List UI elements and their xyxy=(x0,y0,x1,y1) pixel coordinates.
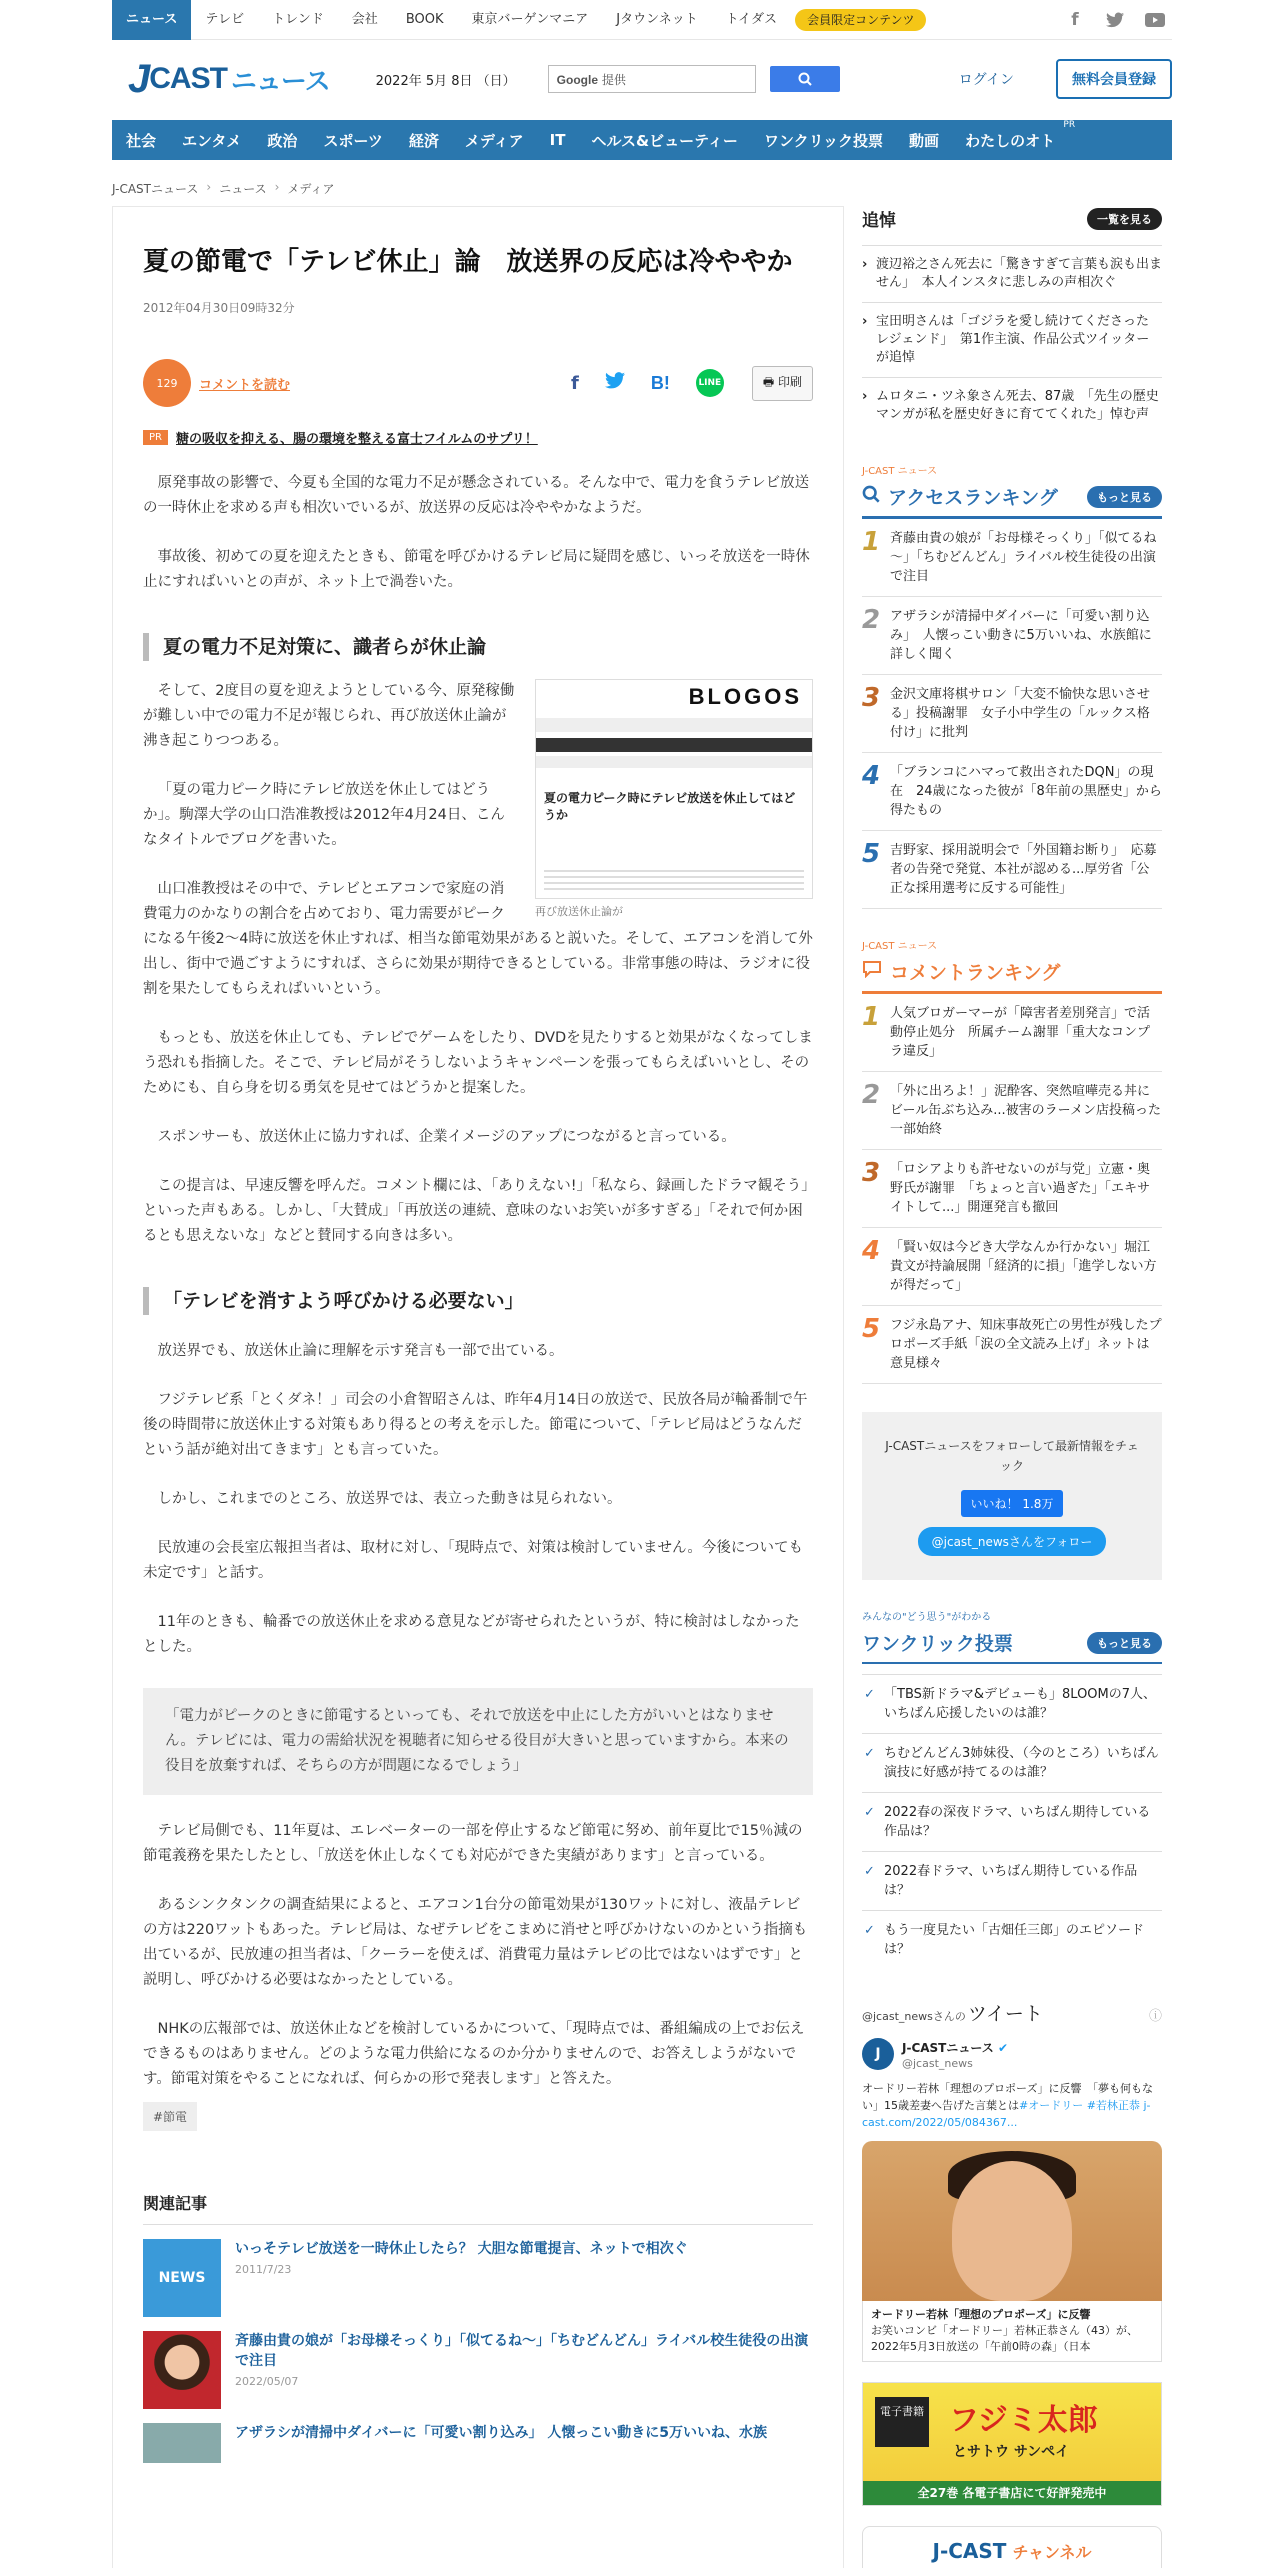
paragraph: もっとも、放送を休止しても、テレビでゲームをしたり、DVDを見たりすると効果がなくなってしまう恐れも指摘した。そこで、テレビ局がそうしないようキャンペーンを張ってもらえばいいとし、そのためにも、自ら身を切る勇気を見せてはどうかと提案した。 xyxy=(143,1030,813,1096)
blogos-screenshot-image[interactable] xyxy=(535,679,813,899)
paragraph: 「夏の電力ピーク時にテレビ放送を休止してはどうか」。駒澤大学の山口浩准教授は2012年4月24日、こんなタイトルでブログを書いた。 xyxy=(143,782,505,848)
cat-health[interactable]: ヘルス&ビューティー xyxy=(591,131,738,150)
cat-sports[interactable]: スポーツ xyxy=(323,131,383,150)
share-buttons xyxy=(571,369,724,397)
verified-icon: ✔ xyxy=(997,2040,1009,2055)
rank-number: 2 xyxy=(862,605,881,635)
ranking-text: 「ロシアよりも許せないのが与党」立憲・奥野氏が謝罪 「ちょっと言い過ぎた」「エキサイトして...」開運発言も撤回 xyxy=(890,1162,1151,1215)
tsui-heading xyxy=(862,206,1162,231)
ranking-item[interactable] xyxy=(862,753,1162,831)
pr-badge: PR xyxy=(143,430,168,445)
related-thumbnail xyxy=(143,2423,221,2463)
pr-link[interactable]: 糖の吸収を抑える、腸の環境を整える富士フイルムのサプリ！ xyxy=(175,432,538,447)
vote-item[interactable]: ✓ 2022春ドラマ、いちばん期待している作品は？ xyxy=(862,1851,1162,1910)
rank-number: 1 xyxy=(862,1002,881,1032)
cat-politics[interactable]: 政治 xyxy=(267,131,298,150)
paragraph: 原発事故の影響で、今夏も全国的な電力不足が懸念されている。そんな中で、電力を食うテレビ放送の一時休止を求める声も相次いでいるが、放送界の反応は冷ややかなようだ。 xyxy=(143,475,810,516)
comment-ranking-heading xyxy=(862,958,1162,994)
ad-title: フジミ太郎 xyxy=(949,2403,1098,2438)
paragraph: 山口准教授はその中で、テレビとエアコンで家庭の消費電力のかなりの割合を占めており、電力需要がピークになる午後2～4時に放送を休止すれば、相当な節電効果があると説いた。そして、エアコンを消して外出し、街中で過ごすようにすれば、さらに効果が期待できるとしている。非常事態の時は、ラジオに役割を果たしてもらえればいいという。 xyxy=(143,881,813,997)
tweet-body: オードリー若林「理想のプロポーズ」に反響 「夢も何もない」15歳差妻へ告げた言葉とは xyxy=(862,2082,1153,2112)
paragraph: しかし、これまでのところ、放送界では、表立った動きは見られない。 xyxy=(157,1491,622,1507)
tweets-heading-title: ツイート xyxy=(967,2003,1043,2025)
read-comments-link[interactable]: コメントを読む xyxy=(199,377,291,393)
access-ranking-heading xyxy=(862,483,1162,519)
cat-entertainment[interactable]: エンタメ xyxy=(182,131,242,150)
topnav-bargain[interactable]: 東京バーゲンマニア xyxy=(471,11,589,27)
cat-media[interactable]: メディア xyxy=(464,131,524,150)
tweet-card[interactable] xyxy=(862,2038,1162,2362)
topnav-tv[interactable]: テレビ xyxy=(205,11,245,27)
breadcrumb-home[interactable]: J-CASTニュース xyxy=(112,182,199,196)
twitter-icon[interactable] xyxy=(1104,9,1126,31)
logo-j: J xyxy=(128,56,150,101)
tweet-image-face xyxy=(952,2161,1072,2301)
members-only-button[interactable]: 会員限定コンテンツ xyxy=(795,9,926,31)
vote-heading xyxy=(862,1629,1162,1664)
search-brand: Google xyxy=(556,73,598,87)
blockquote: 「電力がピークのときに節電するといっても、それで放送を中止にした方がいいとはなりません。テレビには、電力の需給状況を視聴者に知らせる役目が大きいと思っていますから。本来の役目を放棄すれば、そちらの方が問題になるでしょう」 xyxy=(143,1688,813,1795)
breadcrumb-sep: › xyxy=(274,180,280,194)
search-button[interactable] xyxy=(770,66,840,92)
share-bar xyxy=(143,358,813,408)
rank-number: 3 xyxy=(862,683,881,713)
paragraph: 事故後、初めての夏を迎えたときも、節電を呼びかけるテレビ局に疑問を感じ、いっそ放送を一時休止にすればいいとの声が、ネット上で渦巻いた。 xyxy=(143,549,810,590)
figure-bar xyxy=(536,738,812,752)
related-body xyxy=(235,2423,767,2463)
ranking-text: 金沢文庫将棋サロン「大変不愉快な思いさせる」投稿謝罪 女子小中学生の「ルックス格付け」に批判 xyxy=(890,687,1151,740)
top-nav xyxy=(112,0,1172,40)
search-input[interactable] xyxy=(548,65,756,93)
cat-economy[interactable]: 経済 xyxy=(408,131,439,150)
ad-bottom: 全27巻 各電子書店にて好評発売中 xyxy=(863,2481,1161,2505)
related-body xyxy=(235,2331,813,2409)
printer-icon: 🖶 xyxy=(762,374,775,389)
comment-ranking-list xyxy=(862,994,1162,1384)
tweet-user-name xyxy=(902,2039,1008,2070)
ranking-text: 「外に出ろよ！」泥酔客、突然喧嘩売る丼にビール缶ぶち込み...被害のラーメン店投稿った一部始終 xyxy=(890,1084,1161,1137)
follow-box xyxy=(862,1412,1162,1580)
facebook-share-icon[interactable]: f xyxy=(570,372,579,394)
logo-cast: CAST xyxy=(149,62,227,95)
paragraph: 民放連の会長室広報担当者は、取材に対し、「現時点で、対策は検討していません。今後についても未定です」と話す。 xyxy=(143,1540,804,1581)
figure-bar xyxy=(536,718,812,732)
sidebar xyxy=(862,206,1162,2568)
jcast-kicker: J-CAST ニュース xyxy=(862,941,938,952)
paragraph: 11年のときも、輪番での放送休止を求める意見などが寄せられたというが、特に検討はしなかったとした。 xyxy=(143,1614,800,1655)
related-item[interactable] xyxy=(143,2239,813,2317)
related-heading: 関連記事 xyxy=(143,2191,813,2225)
facebook-like-button[interactable]: いいね！ 1.8万 xyxy=(961,1490,1064,1517)
topnav-toidas[interactable]: トイダス xyxy=(725,11,778,27)
related-title[interactable]: 斉藤由貴の娘が「お母様そっくり」「似てるね～」「ちむどんどん」ライバル校生徒役の出演で注目 xyxy=(235,2333,809,2369)
cat-video[interactable]: 動画 xyxy=(909,131,940,150)
ranking-item[interactable] xyxy=(862,675,1162,753)
section-heading: 夏の電力不足対策に、識者らが休止論 xyxy=(143,633,813,661)
paragraph: テレビ局側でも、11年夏は、エレベーターの一部を停止するなど節電に努め、前年夏比で15％減の節電義務を果たしたとし、「放送を休止しなくても対応ができた実績があります」と言っている。 xyxy=(143,1823,803,1864)
social-links xyxy=(1064,9,1172,31)
article-title: 夏の節電で「テレビ休止」論 放送界の反応は冷ややか xyxy=(143,247,793,277)
tweet-text xyxy=(862,2080,1162,2131)
pr-label: PR xyxy=(1063,119,1076,130)
print-button[interactable] xyxy=(752,366,813,401)
tweet-name: J-CASTニュース xyxy=(902,2040,994,2055)
tweet-image-caption xyxy=(862,2301,1162,2362)
rank-number: 4 xyxy=(862,761,881,791)
tsui-item[interactable]: › 渡辺裕之さん死去に「驚きすぎて言葉も涙も出ません」 本人インスタに悲しみの声相次ぐ xyxy=(862,245,1162,302)
avatar: J xyxy=(862,2038,894,2070)
follow-text: J-CASTニュースをフォローして最新情報をチェック xyxy=(885,1439,1139,1473)
paragraph: NHKの広報部では、放送休止などを検討しているかについて、「現時点では、番組編成の上でお伝えできるものはありません。どのような電力供給になるのか分かりませんので、お答えしようがないです。節電対策をやることになれば、何らかの形で発表します」と答えた。 xyxy=(143,2021,805,2087)
comment-bubble-icon xyxy=(862,960,882,983)
related-title[interactable]: いっそテレビ放送を一時休止したら？ 大胆な節電提言、ネットで相次ぐ xyxy=(235,2241,688,2257)
section-heading: 「テレビを消すよう呼びかける必要ない」 xyxy=(143,1287,813,1315)
comment-count-badge[interactable]: 129 xyxy=(143,359,191,407)
vote-title: ワンクリック投票 xyxy=(862,1633,1013,1655)
ad-label: 電子書籍 xyxy=(875,2397,929,2447)
article-tag[interactable]: #節電 xyxy=(143,2102,197,2131)
tweet-link[interactable]: j-cast.com/2022/05/084367... xyxy=(862,2099,1151,2129)
site-logo[interactable] xyxy=(128,57,330,102)
rank-number: 1 xyxy=(862,527,881,557)
print-label: 印刷 xyxy=(777,374,802,389)
rank-number: 5 xyxy=(862,839,881,869)
rank-number: 3 xyxy=(862,1158,881,1188)
topnav-trend[interactable]: トレンド xyxy=(272,11,324,27)
news-mascot-icon: NEWS xyxy=(158,2270,206,2286)
tsui-title: 追悼 xyxy=(862,211,896,231)
youtube-icon[interactable] xyxy=(1144,9,1166,31)
related-thumbnail xyxy=(143,2239,221,2317)
figure-caption: 再び放送休止論が xyxy=(535,905,623,918)
paragraph: スポンサーも、放送休止に協力すれば、企業イメージのアップにつながると言っている。 xyxy=(157,1129,736,1145)
related-title[interactable]: アザラシが清掃中ダイバーに「可愛い割り込み」 人懐っこい動きに5万いいね、水族 xyxy=(235,2425,768,2441)
tweet-image[interactable] xyxy=(862,2141,1162,2301)
ad-subtitle: とサトウ サンペイ xyxy=(953,2444,1070,2460)
related-body xyxy=(235,2239,688,2317)
vote-kicker: みんなの"どう思う"がわかる xyxy=(862,1612,992,1623)
search-icon xyxy=(798,72,812,86)
tweets-heading-prefix: @jcast_newsさんの xyxy=(862,2010,966,2023)
section-body xyxy=(143,679,813,1002)
ranking-text: フジ永島アナ、知床事故死亡の男性が残したプロポーズ手紙「涙の全文読み上げ」ネットは意見様々 xyxy=(890,1318,1162,1371)
topnav-news[interactable]: ニュース xyxy=(112,0,191,40)
tweet-caption-title: オードリー若林「理想のプロポーズ」に反響 xyxy=(871,2308,1091,2321)
pr-line xyxy=(143,428,813,447)
ranking-text: 斉藤由貴の娘が「お母様そっくり」「似てるね～」「ちむどんどん」ライバル校生徒役の出演で注目 xyxy=(890,531,1157,584)
ranking-item[interactable] xyxy=(862,597,1162,675)
figure-brand: BLOGOS xyxy=(688,684,802,709)
breadcrumb-sep: › xyxy=(206,180,212,194)
vote-item[interactable]: ✓ ちむどんどん3姉妹役、（今のところ）いちばん演技に好感が持てるのは誰？ xyxy=(862,1733,1162,1792)
related-thumbnail xyxy=(143,2331,221,2409)
signup-button[interactable]: 無料会員登録 xyxy=(1056,59,1172,99)
vote-item[interactable]: ✓ もう一度見たい「古畑任三郎」のエピソードは？ xyxy=(862,1910,1162,1969)
paragraph: この提言は、早速反響を呼んだ。コメント欄には、「ありえない!」「私なら、録画したドラマ観そう」といった声もある。しかし、「大賛成」「再放送の連続、意味のないお笑いが多すぎる」「それで何か困るとも思えないな」などと賛同する向きは多い。 xyxy=(143,1178,809,1244)
cat-it[interactable]: IT xyxy=(549,131,566,149)
figure-text-lines xyxy=(544,870,804,890)
cat-vote[interactable]: ワンクリック投票 xyxy=(763,131,884,150)
article-main xyxy=(112,206,844,2568)
search-placeholder: 提供 xyxy=(601,73,626,87)
topnav-book[interactable]: BOOK xyxy=(405,11,444,27)
ranking-item[interactable] xyxy=(862,519,1162,597)
ranking-item[interactable] xyxy=(862,994,1162,1072)
info-icon[interactable]: ⓘ xyxy=(1148,2009,1162,2024)
figure-title: 夏の電力ピーク時にテレビ放送を休止してはどうか xyxy=(544,791,796,822)
ranking-item[interactable] xyxy=(862,1072,1162,1150)
site-header xyxy=(112,40,1172,118)
ranking-text: 「賢い奴は今どき大学なんか行かない」堀江貴文が持論展開「経済的に損」「進学しない方が得だって」 xyxy=(890,1240,1157,1293)
tsui-item[interactable]: › 宝田明さんは「ゴジラを愛し続けてくださったレジェンド」 第1作主演、作品公式ツイッターが追悼 xyxy=(862,302,1162,377)
access-ranking-title: アクセスランキング xyxy=(888,487,1058,509)
topnav-company[interactable]: 会社 xyxy=(351,11,378,27)
twitter-follow-button[interactable]: @jcast_newsさんをフォロー xyxy=(918,1527,1107,1556)
access-ranking-list xyxy=(862,519,1162,909)
ranking-item[interactable] xyxy=(862,1150,1162,1228)
tsui-item[interactable]: › ムロタニ・ツネ象さん死去、87歳 「先生の歴史マンガが私を歴史好きに育ててくれた」悼む声 xyxy=(862,377,1162,434)
vote-list xyxy=(862,1674,1162,1969)
tweet-hashtags[interactable]: #オードリー #若林正恭 xyxy=(1019,2099,1140,2112)
cat-watashino[interactable] xyxy=(965,119,1076,151)
paragraph: あるシンクタンクの調査結果によると、エアコン1台分の節電効果が130ワットに対し、液晶テレビの方は220ワットもあった。テレビ局は、なぜテレビをこまめに消せと呼びかけないのかという指摘も出ているが、民放連の担当者は、「クーラーを使えば、消費電力量はテレビの比ではないはずです」と説明し、呼びかける必要はなかったとしている。 xyxy=(143,1897,808,1988)
ranking-item[interactable] xyxy=(862,1228,1162,1306)
ranking-text: 人気ブロガーマーが「障害者差別発言」で活動停止処分 所属チーム謝罪「重大なコンプラ違反」 xyxy=(890,1006,1151,1059)
logo-news: ニュース xyxy=(230,65,330,96)
cat-watashino-label: わたしのオト xyxy=(965,131,1056,150)
paragraph: フジテレビ系「とくダネ！」司会の小倉智昭さんは、昨年4月14日の放送で、民放各局が輪番制で午後の時間帯に放送休止する対策もあり得るとの考えを示した。節電について、「テレビ局はどうなんだという話が絶対出てきます」とも言っていた。 xyxy=(143,1392,808,1458)
tsui-list xyxy=(862,245,1162,434)
search-form xyxy=(548,65,840,93)
ebook-ad-banner[interactable] xyxy=(862,2382,1162,2506)
related-date: 2022/05/07 xyxy=(235,2375,299,2388)
ranking-item[interactable] xyxy=(862,1306,1162,1384)
ranking-text: アザラシが清掃中ダイバーに「可愛い割り込み」 人懐っこい動きに5万いいね、水族館に詳しく聞く xyxy=(890,609,1152,662)
article-figure xyxy=(535,679,813,919)
current-date: 2022年 5月 8日 （日） xyxy=(375,73,516,89)
rank-number: 4 xyxy=(862,1236,881,1266)
rank-number: 2 xyxy=(862,1080,881,1110)
breadcrumb-news[interactable]: ニュース xyxy=(219,182,267,196)
comment-ranking-title: コメントランキング xyxy=(890,962,1061,984)
paragraph: そして、2度目の夏を迎えようとしている今、原発稼働が難しい中での電力不足が報じられ、再び放送休止論が沸き起こりつつある。 xyxy=(143,683,515,749)
tweet-handle: @jcast_news xyxy=(902,2056,973,2070)
breadcrumb-media[interactable]: メディア xyxy=(287,182,335,196)
jcast-channel-banner[interactable] xyxy=(862,2526,1162,2568)
ranking-item[interactable] xyxy=(862,831,1162,909)
jcast-kicker: J-CAST ニュース xyxy=(862,466,938,477)
ranking-text: 「ブランコにハマって救出されたDQN」の現在 24歳になった彼が「8年前の黒歴史」から得たもの xyxy=(890,765,1162,818)
paragraph: 放送界でも、放送休止論に理解を示す発言も一部で出ている。 xyxy=(157,1343,564,1359)
figure-bar xyxy=(536,756,812,768)
line-share-icon[interactable]: LINE xyxy=(696,369,724,397)
facebook-icon[interactable]: f xyxy=(1071,9,1079,30)
login-link[interactable]: ログイン xyxy=(958,72,1014,88)
breadcrumb xyxy=(112,180,1172,197)
related-item[interactable] xyxy=(143,2423,813,2463)
cat-society[interactable]: 社会 xyxy=(126,131,157,150)
vote-item[interactable]: ✓ 2022春の深夜ドラマ、いちばん期待している作品は？ xyxy=(862,1792,1162,1851)
hatena-bookmark-icon[interactable]: B! xyxy=(650,372,670,393)
tsui-list-button[interactable]: 一覧を見る xyxy=(1087,208,1162,230)
rank-number: 5 xyxy=(862,1314,881,1344)
topnav-jtown[interactable]: Jタウンネット xyxy=(616,11,698,27)
search-icon xyxy=(862,485,880,508)
tweet-user xyxy=(862,2038,1162,2070)
vote-item[interactable]: ✓ 「TBS新ドラマ&デビューも」8LOOMの7人、いちばん応援したいのは誰？ xyxy=(862,1674,1162,1733)
related-date: 2011/7/23 xyxy=(235,2263,292,2276)
tweets-heading xyxy=(862,1999,1162,2026)
vote-more-button[interactable]: もっと見る xyxy=(1087,1632,1162,1654)
channel-brand: J-CAST xyxy=(932,2539,1007,2563)
access-more-button[interactable]: もっと見る xyxy=(1087,486,1162,508)
ranking-text: 吉野家、採用説明会で「外国籍お断り」 応募者の告発で発覚、本社が認める...厚労省「公正な採用選考に反する可能性」 xyxy=(890,843,1157,896)
tweet-caption-sub: お笑いコンビ「オードリー」若林正恭さん（43）が、2022年5月3日放送の「午前0時の森」（日本 xyxy=(871,2324,1138,2353)
twitter-share-icon[interactable] xyxy=(605,372,625,394)
article-date: 2012年04月30日09時32分 xyxy=(143,301,295,315)
channel-sub: チャンネル xyxy=(1012,2542,1092,2562)
related-item[interactable] xyxy=(143,2331,813,2409)
category-nav xyxy=(112,120,1172,160)
